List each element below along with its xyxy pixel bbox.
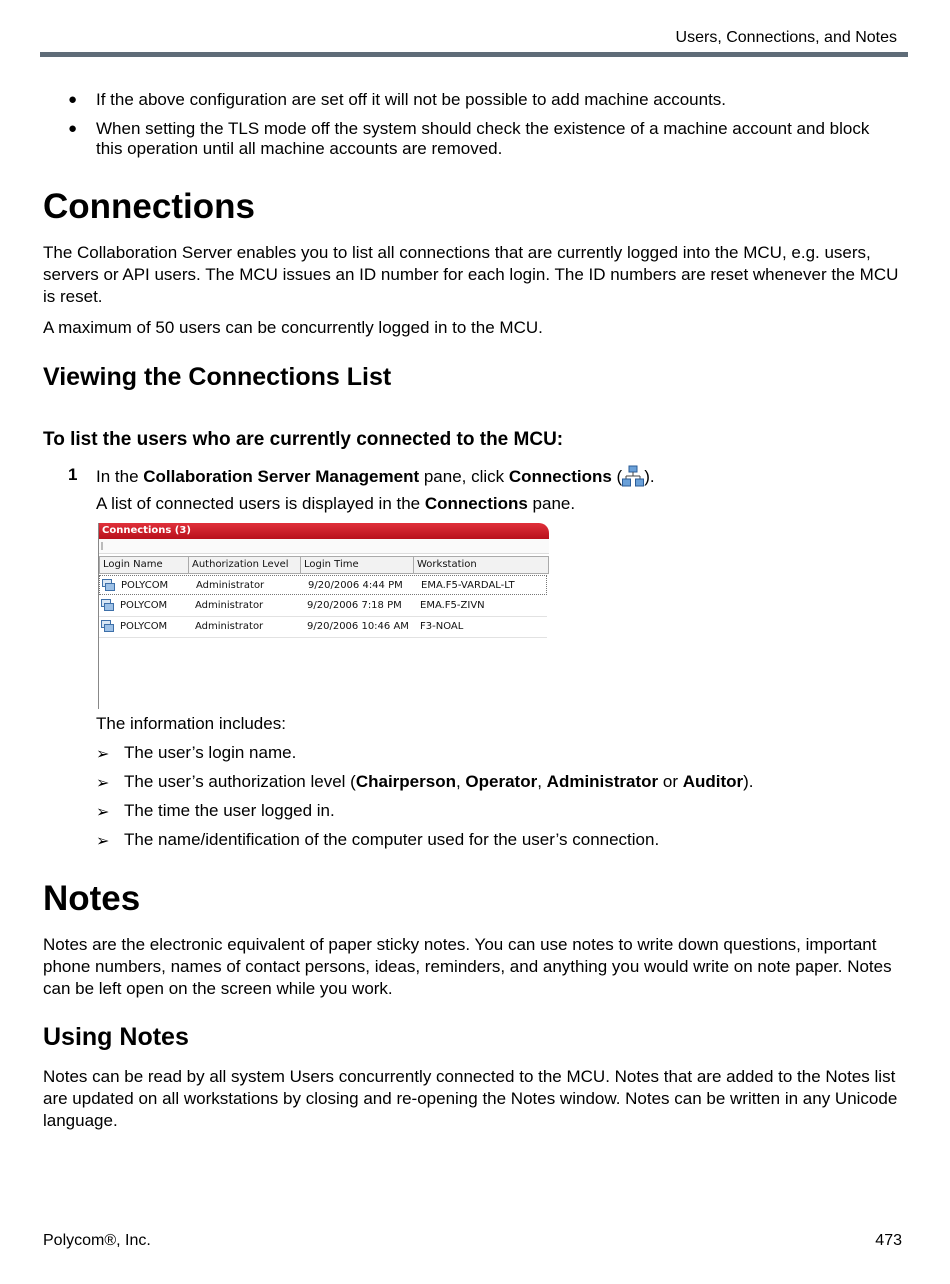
arrow-bullet-icon: ➢ <box>96 775 110 792</box>
procedure-title: To list the users who are currently connected to the MCU: <box>43 429 564 450</box>
page-number: 473 <box>875 1232 902 1249</box>
connections-paragraph-2: A maximum of 50 users can be concurrently logged in to the MCU. <box>43 318 543 337</box>
pane-toolbar <box>99 539 549 554</box>
column-header-login-name[interactable]: Login Name <box>100 557 189 573</box>
column-header-workstation[interactable]: Workstation <box>417 559 477 570</box>
login-name-cell: POLYCOM <box>120 600 168 611</box>
table-row[interactable] <box>99 596 547 617</box>
connections-pane-title: Connections (3) <box>99 523 549 539</box>
footer-company: Polycom®, Inc. <box>43 1232 151 1249</box>
column-header-authorization-level[interactable]: Authorization Level <box>189 557 301 573</box>
notes-paragraph-1: Notes are the electronic equivalent of paper sticky notes. You can use notes to write down questions, important phone numbers, names of contact persons, ideas, reminders, and anything you would write on note paper. Notes can be left open on the screen while you work. <box>43 935 892 998</box>
login-name-cell: POLYCOM <box>121 580 169 591</box>
connections-icon <box>622 465 644 487</box>
authorization-level-cell: Administrator <box>196 580 265 591</box>
table-row[interactable] <box>99 617 547 638</box>
toolbar-grip-icon <box>101 542 103 550</box>
user-icon <box>102 579 115 591</box>
bullet-glyph: ● <box>68 120 78 137</box>
viewing-connections-heading: Viewing the Connections List <box>43 363 392 391</box>
step-1-text: In the Collaboration Server Management pane, click Connections ( ). <box>96 467 655 486</box>
running-header: Users, Connections, and Notes <box>675 29 897 46</box>
info-item-4: The name/identification of the computer used for the user’s connection. <box>124 830 660 849</box>
login-time-cell: 9/20/2006 7:18 PM <box>307 600 402 611</box>
authorization-level-cell: Administrator <box>195 600 264 611</box>
step-result-text: A list of connected users is displayed in the Connections pane. <box>96 494 576 513</box>
arrow-bullet-icon: ➢ <box>96 746 110 763</box>
workstation-cell: EMA.F5-ZIVN <box>420 600 485 611</box>
arrow-bullet-icon: ➢ <box>96 833 110 850</box>
user-icon <box>101 620 114 632</box>
workstation-cell: F3-NOAL <box>420 621 464 632</box>
login-time-cell: 9/20/2006 4:44 PM <box>308 580 403 591</box>
arrow-bullet-icon: ➢ <box>96 804 110 821</box>
info-item-3: The time the user logged in. <box>124 801 335 820</box>
info-item-2: The user’s authorization level (Chairperson, Operator, Administrator or Auditor). <box>124 772 754 791</box>
table-row[interactable] <box>99 575 547 595</box>
header-rule <box>40 52 908 57</box>
intro-bullet-2: When setting the TLS mode off the system should check the existence of a machine account and block this operation until all machine accounts are removed. <box>96 119 870 158</box>
login-name-cell: POLYCOM <box>120 621 168 632</box>
table-header <box>99 556 549 574</box>
info-intro: The information includes: <box>96 714 286 733</box>
connections-pane <box>98 523 549 709</box>
bullet-glyph: ● <box>68 91 78 108</box>
login-time-cell: 9/20/2006 10:46 AM <box>307 621 409 632</box>
workstation-cell: EMA.F5-VARDAL-LT <box>421 580 515 591</box>
authorization-level-cell: Administrator <box>195 621 264 632</box>
notes-heading: Notes <box>43 879 141 918</box>
intro-bullet-1: If the above configuration are set off it will not be possible to add machine accounts. <box>96 90 727 109</box>
using-notes-paragraph: Notes can be read by all system Users concurrently connected to the MCU. Notes that are added to the Notes list are updated on all workstations by closing and re-opening the Notes window. Notes can be written in any Unicode language. <box>43 1067 898 1130</box>
info-item-1: The user’s login name. <box>124 743 297 762</box>
connections-paragraph-1: The Collaboration Server enables you to list all connections that are currently logged into the MCU, e.g. users, servers or API users. The MCU issues an ID number for each login. The ID numbers are reset whenever the MCU is reset. <box>43 243 899 306</box>
connections-heading: Connections <box>43 187 255 226</box>
step-number: 1 <box>68 465 78 484</box>
user-icon <box>101 599 114 611</box>
column-header-login-time[interactable]: Login Time <box>301 557 414 573</box>
using-notes-heading: Using Notes <box>43 1023 189 1051</box>
